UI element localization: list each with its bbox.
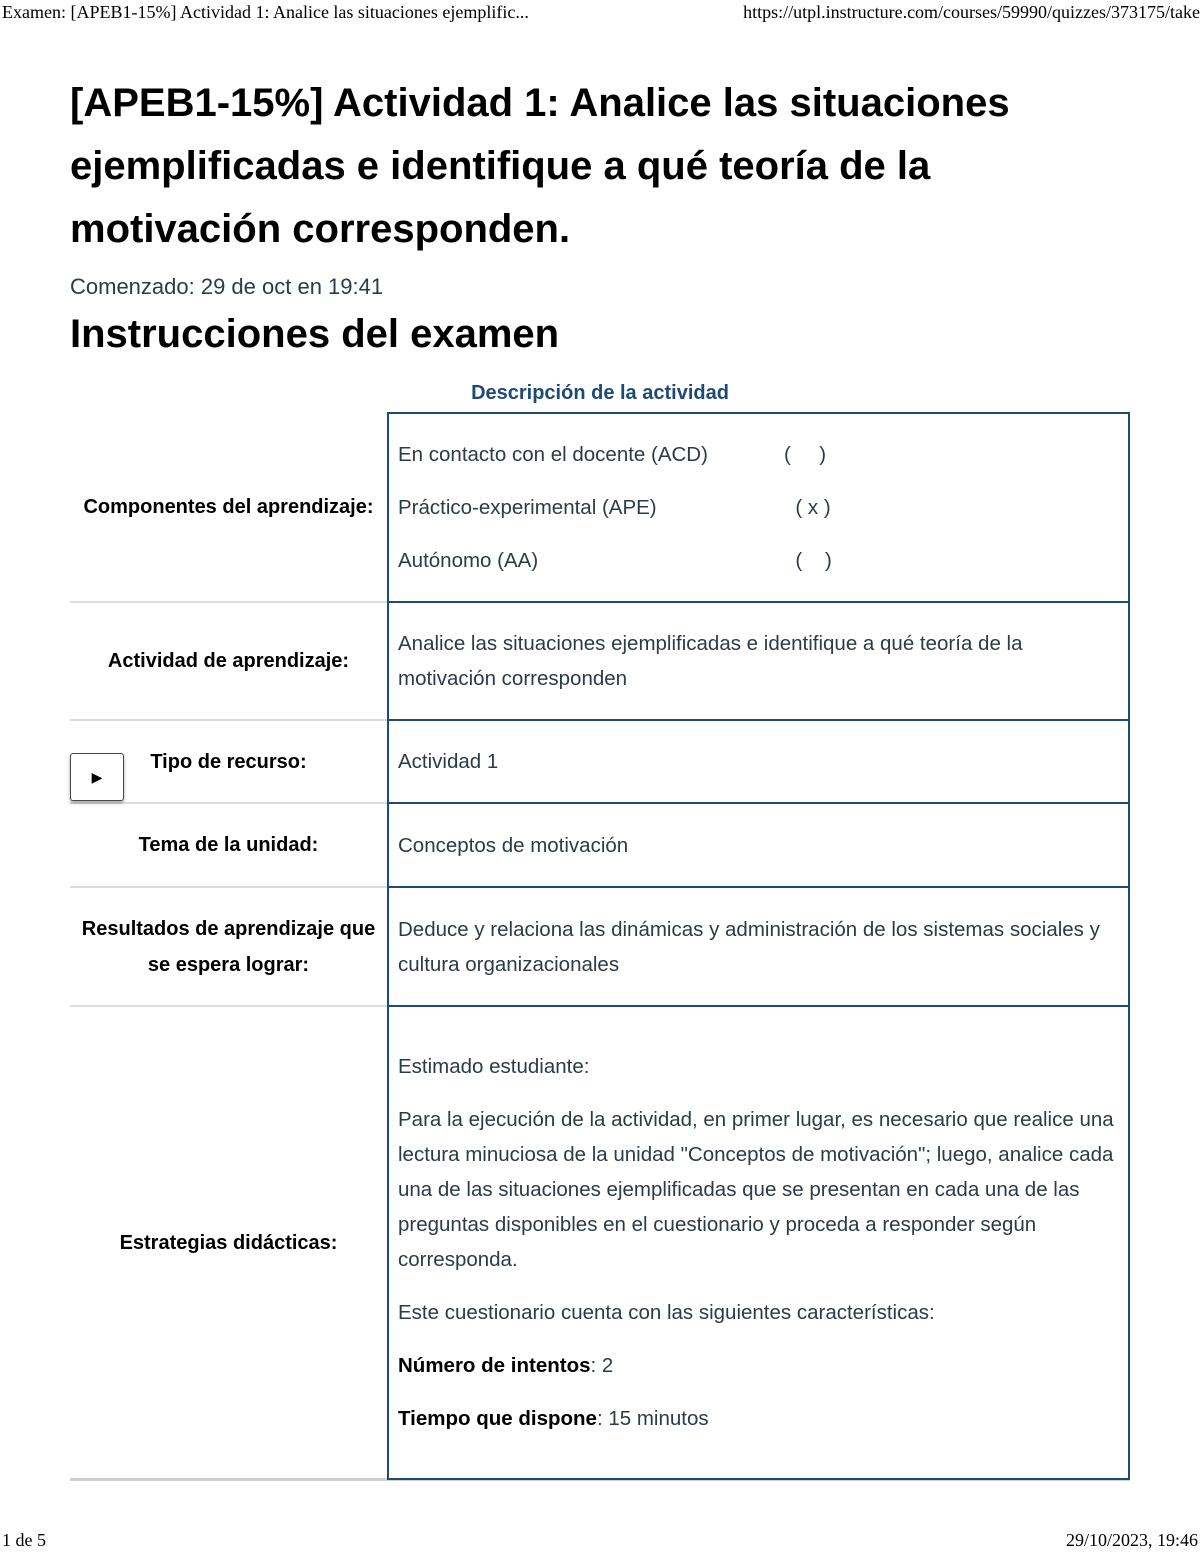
play-button[interactable] <box>70 753 124 801</box>
attempts-label: Número de intentos <box>398 1354 591 1377</box>
table-row-strategies <box>70 1007 1130 1481</box>
print-page-title: Examen: [APEB1-15%] Actividad 1: Analice las situaciones ejemplific... <box>2 2 529 22</box>
attempts-value: : 2 <box>590 1354 614 1377</box>
resource-label: Tipo de recurso: <box>150 750 307 773</box>
component-item <box>398 428 1118 481</box>
component-name: Práctico-experimental (APE) <box>398 496 657 519</box>
table-caption: Descripción de la actividad <box>471 382 729 404</box>
component-name: En contacto con el docente (ACD) <box>398 443 708 466</box>
topic-value <box>387 804 1130 888</box>
components-value <box>387 412 1130 603</box>
print-header <box>0 0 1200 28</box>
strategies-label: Estrategias didácticas: <box>119 1231 338 1254</box>
resource-text: Actividad 1 <box>398 750 499 773</box>
table-row-topic <box>70 804 1130 888</box>
strategies-features-intro: Este cuestionario cuenta con las siguientes características: <box>398 1301 935 1324</box>
component-name: Autónomo (AA) <box>398 549 539 572</box>
quiz-title: [APEB1-15%] Actividad 1: Analice las situaciones ejemplificadas e identifique a qué teoría de la motivación corresponden. <box>70 81 1010 251</box>
table-row-activity <box>70 603 1130 721</box>
activity-label: Actividad de aprendizaje: <box>107 650 350 672</box>
print-page-number: 1 de 5 <box>2 1530 46 1550</box>
table-row-resource <box>70 721 1130 804</box>
results-value <box>387 888 1130 1007</box>
strategies-value <box>387 1007 1130 1480</box>
component-mark: ( ) <box>784 549 832 572</box>
results-label: Resultados de aprendizaje que se espera lograr: <box>81 917 376 976</box>
print-page-url: https://utpl.instructure.com/courses/59990/quizzes/373175/take <box>743 2 1200 22</box>
print-datetime: 29/10/2023, 19:46 <box>1065 1530 1198 1550</box>
results-text: Deduce y relaciona las dinámicas y administración de los sistemas sociales y cultura organizacionales <box>398 917 1100 976</box>
topic-text: Conceptos de motivación <box>398 833 629 857</box>
component-mark: ( ) <box>784 443 827 466</box>
components-label: Componentes del aprendizaje: <box>83 495 374 518</box>
instructions-heading: Instrucciones del examen <box>70 312 560 356</box>
component-item <box>398 481 1118 534</box>
strategies-attempts <box>398 1348 1118 1383</box>
component-item <box>398 534 1118 587</box>
activity-value <box>387 603 1130 721</box>
component-mark: ( x ) <box>784 496 831 519</box>
resource-value <box>387 721 1130 804</box>
time-label: Tiempo que dispone <box>398 1407 597 1430</box>
activity-description-table <box>70 412 1130 1481</box>
topic-label: Tema de la unidad: <box>138 834 319 856</box>
strategies-body: Para la ejecución de la actividad, en primer lugar, es necesario que realice una lectura minuciosa de la unidad "Conceptos de motivación"; luego, analice cada una de las situaciones ejemplificadas que se presentan en cada una de las preguntas disponibles en el cuestionario y proceda a responder según corresponda. <box>398 1108 1114 1271</box>
quiz-started-time: Comenzado: 29 de oct en 19:41 <box>70 274 384 299</box>
strategies-time <box>398 1401 1118 1436</box>
table-row-results <box>70 888 1130 1007</box>
play-icon: ▶ <box>91 768 103 785</box>
activity-text: Analice las situaciones ejemplificadas e identifique a qué teoría de la motivación corresponden <box>398 632 1023 690</box>
print-footer <box>0 1530 1200 1552</box>
time-value: : 15 minutos <box>596 1407 709 1430</box>
strategies-greeting: Estimado estudiante: <box>398 1055 590 1078</box>
table-row-components <box>70 412 1130 603</box>
